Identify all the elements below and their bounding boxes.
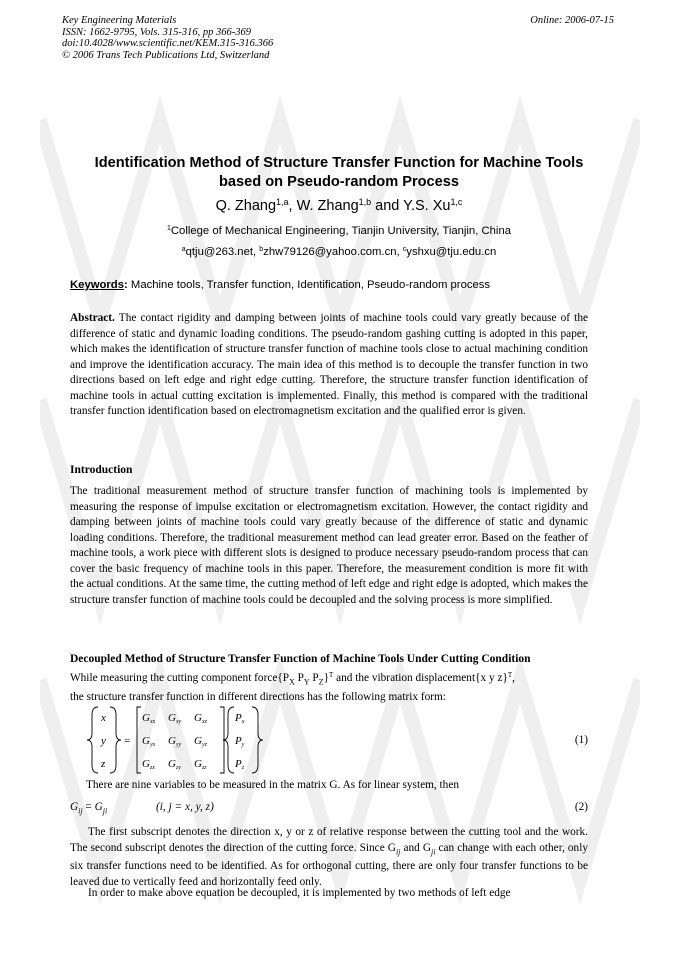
- affiliation-text: College of Mechanical Engineering, Tianjin University, Tianjin, China: [170, 225, 512, 237]
- section2-paragraph-1: [70, 671, 588, 705]
- email-address: zhw79126@yahoo.com.cn,: [263, 246, 403, 258]
- p-subscript: x: [241, 719, 245, 725]
- online-date: Online: 2006-07-15: [530, 15, 614, 26]
- subscript: Y: [303, 677, 310, 687]
- email-line: [62, 246, 616, 258]
- author-separator: and: [371, 198, 404, 214]
- after-equation-1-text: There are nine variables to be measured in the matrix G. As for linear system, then: [86, 779, 459, 791]
- email-superscript: c: [402, 246, 407, 254]
- text-run: P: [294, 672, 304, 684]
- g-entry: G: [168, 758, 176, 770]
- svg-text:Gyx: [142, 735, 156, 748]
- text-run: }: [323, 672, 329, 684]
- keywords-label: Keywords: [70, 279, 124, 291]
- author-name: Y.S. Xu: [403, 198, 451, 214]
- right-brace: [252, 707, 263, 773]
- p-subscript: z: [241, 765, 245, 771]
- superscript: T: [507, 671, 513, 680]
- text-run: and G: [400, 841, 431, 854]
- author-list: [62, 198, 616, 214]
- g-entry: G: [142, 712, 150, 724]
- p-subscript: y: [241, 742, 245, 748]
- g-subscript: xx: [149, 719, 156, 725]
- matrix-lhs-x: x: [101, 712, 106, 724]
- author-name: Q. Zhang: [215, 198, 277, 214]
- g-matrix-entries: [142, 712, 208, 771]
- g-subscript: xz: [201, 719, 207, 725]
- subscript: X: [289, 677, 295, 687]
- title-line-1: Identification Method of Structure Transfer Function for Machine Tools: [94, 155, 584, 171]
- svg-text:Px: [234, 712, 245, 725]
- journal-header: [62, 15, 273, 61]
- title-line-2: based on Pseudo-random Process: [218, 174, 460, 190]
- svg-text:Gyy: [168, 735, 182, 748]
- issn-line: ISSN: 1662-9795, Vols. 315-316, pp 366-369: [62, 26, 251, 38]
- p-entry: P: [235, 712, 242, 724]
- author-superscript: 1,b: [358, 197, 372, 208]
- email-superscript: b: [259, 246, 264, 254]
- affiliation: [62, 225, 616, 237]
- left-bracket: [137, 707, 141, 773]
- keywords-text: Machine tools, Transfer function, Identification, Pseudo-random process: [127, 279, 491, 291]
- doi-line: doi:10.4028/www.scientific.net/KEM.315-316.366: [62, 38, 274, 49]
- svg-text:Py: [234, 735, 245, 748]
- keywords-line: [70, 279, 490, 291]
- introduction-text: The traditional measurement method of structure transfer function of machining tools is implemented by measuring the response of impulse excitation or electromagnetism excitation. However, the contact rigidity and damping between joints of machine tools could vary greatly because of the difference of static and dynamic loading conditions. Therefore, the traditional measurement method can lead greater error. Based on the feather of machine tools, a work piece with different slots is designed to produce necessary pseudo-random process that can cover the basic frequency of machine tools in this paper. Therefore, the measurement condition is more fit with the actual conditions. At the same time, the cutting method of left edge and right edge is adopted, which makes the structure transfer function of machine tools could be decoupled and the solving process is more simplified.: [70, 485, 588, 606]
- p-entry: P: [235, 735, 242, 747]
- journal-name: Key Engineering Materials: [62, 15, 177, 26]
- section2-paragraph-3: [70, 825, 588, 890]
- g-subscript: zy: [175, 765, 181, 771]
- left-brace: [87, 707, 98, 773]
- subscript: ij: [395, 846, 401, 856]
- g-entry: G: [194, 735, 202, 747]
- matrix-lhs-y: y: [101, 735, 106, 747]
- matrix-lhs-z: z: [101, 758, 106, 770]
- g-subscript: xy: [175, 719, 182, 725]
- svg-text:Gzx: [142, 758, 155, 771]
- svg-text:Gxy: [168, 712, 182, 725]
- g-entry: G: [168, 712, 176, 724]
- eq2-condition: (i, j = x, y, z): [156, 801, 214, 813]
- subscript: ji: [431, 846, 436, 856]
- right-brace: [110, 707, 121, 773]
- subscript: Z: [318, 677, 324, 687]
- section2-paragraph-4: In order to make above equation be decoupled, it is implemented by two methods of left edge: [88, 887, 511, 899]
- paper-title: [62, 154, 616, 192]
- matrix-equation: [86, 705, 276, 775]
- g-entry: G: [194, 712, 202, 724]
- author-superscript: 1,c: [450, 197, 463, 208]
- abstract: [70, 311, 588, 420]
- equation-number-1: (1): [574, 734, 588, 746]
- email-superscript: a: [181, 246, 186, 254]
- svg-text:Gxz: [194, 712, 208, 725]
- text-run: can change with each other, only six transfer functions need to be identified. As for orthogonal cutting, there are only four transfer functions to be leaved due to vertically feed and horizontally feed only.: [70, 841, 588, 888]
- email-address: qtju@263.net,: [185, 246, 260, 258]
- text-run: the structure transfer function in different directions has the following matrix form:: [70, 690, 446, 703]
- p-entry: P: [235, 758, 242, 770]
- left-brace: [223, 707, 234, 773]
- svg-text:Gxx: [142, 712, 156, 725]
- g-subscript: yx: [149, 742, 156, 748]
- affiliation-superscript: 1: [166, 225, 171, 233]
- author-superscript: 1,a: [276, 197, 289, 208]
- text-run: While measuring the cutting component force{P: [70, 672, 290, 684]
- abstract-text: The contact rigidity and damping between joints of machine tools could vary greatly because of the difference of static and dynamic loading conditions. The pseudo-random gashing cutting is adopted in this paper, which makes the identification of structure transfer function of machine tools close to actual machining condition and improve the identification accuracy. The main idea of this method is to decouple the transfer function in two directions based on left edge and right edge cutting. Therefore, the structure transfer function identification of machine tools in actual cutting excitation is implemented. Finally, this method is compared with the traditional transfer function identification based on electromagnetism excitation and the qualified error is given.: [70, 312, 588, 417]
- abstract-label: Abstract.: [70, 312, 115, 324]
- g-subscript: yy: [175, 742, 182, 748]
- author-name: W. Zhang: [296, 198, 359, 214]
- g-subscript: zz: [201, 765, 207, 771]
- svg-text:Pz: [234, 758, 245, 771]
- text-run: The first subscript denotes the direction x, y or z of relative response between the cutting tool and the work. The second subscript denotes the direction of the cutting force. Since G: [70, 826, 588, 854]
- author-separator: ,: [288, 198, 297, 214]
- svg-text:Gzz: [194, 758, 207, 771]
- keywords-colon: :: [124, 279, 128, 291]
- equals-sign: =: [124, 735, 131, 747]
- g-subscript: zx: [149, 765, 155, 771]
- section-heading-introduction: Introduction: [70, 464, 133, 476]
- svg-text:Gyz: [194, 735, 208, 748]
- superscript: T: [329, 671, 334, 680]
- g-entry: G: [142, 735, 150, 747]
- text-run: ,: [512, 672, 515, 684]
- equation-number-2: (2): [574, 801, 588, 813]
- g-entry: G: [168, 735, 176, 747]
- g-entry: G: [142, 758, 150, 770]
- copyright-line: © 2006 Trans Tech Publications Ltd, Switzerland: [62, 49, 270, 61]
- eq2-g: G: [70, 801, 79, 813]
- equation-2: $G_{ij} = G_{ji}$ (i, j = x, y, z): [70, 801, 214, 816]
- email-address: yshxu@tju.edu.cn: [406, 246, 497, 258]
- g-entry: G: [194, 758, 202, 770]
- section-heading-decoupled-method: Decoupled Method of Structure Transfer Function of Machine Tools Under Cutting Condition: [70, 653, 531, 665]
- text-run: P: [309, 672, 319, 684]
- text-run: and the vibration displacement{x y z}: [333, 672, 508, 684]
- svg-text:Gzy: [168, 758, 181, 771]
- g-subscript: yz: [201, 742, 207, 748]
